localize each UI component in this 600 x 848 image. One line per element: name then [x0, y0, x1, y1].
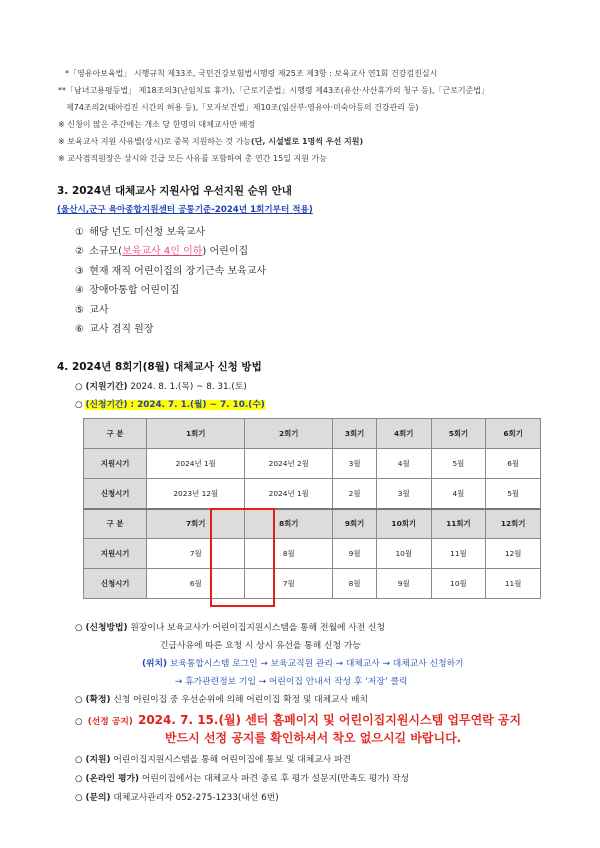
schedule-row-label: 지원시기: [84, 539, 147, 569]
schedule-header-cell: 1회기: [147, 419, 245, 449]
schedule-cell: 4월: [376, 449, 431, 479]
schedule-cell: 8월: [333, 569, 377, 599]
note-duplicate: ※ 보육교사 지원 사유별(상시)로 중복 지원하는 것 가능(단, 시설별로 1명씩 우선 지원): [58, 137, 364, 146]
note-leave-law: **「남녀고용평등법」 제18조의3(난임치료 휴가),「근로기준법」시행령 제43조(유산·사산휴가의 청구 등),「근로기준법」: [58, 86, 490, 95]
schedule-cell: 2024년 1월: [147, 449, 245, 479]
priority-item-3: ③ 현재 재직 어린이집의 장기근속 보육교사: [75, 266, 267, 277]
schedule-cell: 6월: [147, 569, 245, 599]
priority-item-1: ① 해당 년도 미신청 보육교사: [75, 227, 205, 238]
note-one-teacher: ※ 신청이 많은 주간에는 개소 당 한명의 대체교사만 배정: [58, 120, 256, 129]
august-highlight-box: [210, 508, 275, 607]
schedule-table: [83, 418, 541, 599]
small-center-criteria: 보육교사 4인 이하: [122, 246, 203, 257]
note-leave-law-cont: 제74조의2(태아검진 시간의 허용 등),「모자보건법」제10조(임산부·영유아·미숙아등의 건강관리 등): [66, 103, 419, 112]
schedule-row: [84, 449, 541, 479]
schedule-header-cell: 11회기: [431, 509, 486, 539]
schedule-cell: 8월: [245, 539, 333, 569]
method-line-1: ○ (신청방법) 원장이나 보육교사가 어린이집지원시스템을 통해 전월에 사전 신청: [75, 623, 386, 633]
confirm-line: ○ (확정) 신청 어린이집 중 우선순위에 의해 어린이집 확정 및 대체교사 배치: [75, 695, 368, 705]
schedule-cell: 7월: [245, 569, 333, 599]
schedule-row: [84, 569, 541, 599]
inquiry-line: ○ (문의) 대체교사관리자 052-275-1233(내선 6번): [75, 793, 279, 803]
schedule-header-cell: 2회기: [245, 419, 333, 449]
schedule-cell: 5월: [431, 449, 486, 479]
schedule-cell: 10월: [431, 569, 486, 599]
announce-line-1: ○ (선정 공지) 2024. 7. 15.(월) 센터 홈페이지 및 어린이집지원시스템 업무연락 공지: [75, 713, 522, 727]
apply-period: ○ (신청기간) : 2024. 7. 1.(월) ~ 7. 10.(수): [75, 400, 265, 410]
section4-title: 4. 2024년 8회기(8월) 대체교사 신청 방법: [57, 361, 262, 373]
schedule-cell: 2월: [333, 479, 377, 509]
note-health-check: *「영유아보육법」 시행규칙 제33조, 국민건강보험법시행령 제25조 제3항 : 보육교사 연1회 건강검진실시: [65, 69, 438, 78]
schedule-header-cell: 8회기: [245, 509, 333, 539]
schedule-cell: 11월: [431, 539, 486, 569]
method-line-2: 긴급사유에 따른 요청 시 상시 유선을 통해 신청 가능: [160, 641, 361, 651]
priority-item-4: ④ 장애아통합 어린이집: [75, 285, 180, 296]
schedule-cell: 9월: [376, 569, 431, 599]
schedule-cell: 6월: [486, 449, 541, 479]
schedule-cell: 10월: [376, 539, 431, 569]
schedule-row: [84, 479, 541, 509]
schedule-header-cell: 9회기: [333, 509, 377, 539]
schedule-header-cell: 10회기: [376, 509, 431, 539]
schedule-header-cell: 6회기: [486, 419, 541, 449]
schedule-cell: 2023년 12월: [147, 479, 245, 509]
schedule-header-cell: 5회기: [431, 419, 486, 449]
schedule-cell: 2024년 2월: [245, 449, 333, 479]
schedule-header-cell: 7회기: [147, 509, 245, 539]
schedule-cell: 7월: [147, 539, 245, 569]
schedule-row: [84, 539, 541, 569]
schedule-cell: 2024년 1월: [245, 479, 333, 509]
note-director: ※ 교사겸직원장은 상시와 긴급 모든 사유를 포함하여 총 연간 15일 지원 가능: [58, 154, 327, 163]
schedule-cell: 4월: [431, 479, 486, 509]
schedule-header-cell: 4회기: [376, 419, 431, 449]
schedule-row-label: 신청시기: [84, 569, 147, 599]
schedule-cell: 3월: [376, 479, 431, 509]
schedule-cell: 12월: [486, 539, 541, 569]
schedule-header-cell: 구 분: [84, 419, 147, 449]
announce-line-2: 반드시 선정 공지를 확인하셔서 착오 없으시길 바랍니다.: [165, 731, 462, 745]
schedule-header-cell: 12회기: [486, 509, 541, 539]
priority-item-2: ② 소규모(보육교사 4인 이하) 어린이집: [75, 246, 249, 257]
schedule-cell: 5월: [486, 479, 541, 509]
note-duplicate-emphasis: (단, 시설별로 1명씩 우선 지원): [251, 137, 364, 146]
schedule-header-cell: 구 분: [84, 509, 147, 539]
support-line: ○ (지원) 어린이집지원시스템을 통해 어린이집에 통보 및 대체교사 파견: [75, 755, 352, 765]
schedule-row: [84, 509, 541, 539]
schedule-cell: 9월: [333, 539, 377, 569]
schedule-row-label: 지원시기: [84, 449, 147, 479]
support-period: ○ (지원기간) 2024. 8. 1.(목) ~ 8. 31.(토): [75, 382, 247, 392]
schedule-header-cell: 3회기: [333, 419, 377, 449]
schedule-cell: 3월: [333, 449, 377, 479]
schedule-row: [84, 419, 541, 449]
schedule-row-label: 신청시기: [84, 479, 147, 509]
method-location-2: → 휴가관련정보 기입 → 어린이집 안내서 작성 후 ‘저장’ 클릭: [175, 677, 408, 687]
method-location-1: (위치) 보육통합시스템 로그인 → 보육교직원 관리 → 대체교사 → 대체교사 신청하기: [142, 659, 464, 669]
section3-subtitle: (울산시,군구 육아종합지원센터 공통기준-2024년 1회기부터 적용): [57, 205, 313, 215]
evaluation-line: ○ (온라인 평가) 어린이집에서는 대체교사 파견 종료 후 평가 설문지(만족도 평가) 작성: [75, 774, 410, 784]
priority-item-5: ⑤ 교사: [75, 305, 109, 316]
priority-item-6: ⑥ 교사 겸직 원장: [75, 324, 154, 335]
section3-title: 3. 2024년 대체교사 지원사업 우선지원 순위 안내: [57, 185, 292, 197]
schedule-cell: 11월: [486, 569, 541, 599]
apply-period-highlight: (신청기간) : 2024. 7. 1.(월) ~ 7. 10.(수): [85, 400, 265, 410]
